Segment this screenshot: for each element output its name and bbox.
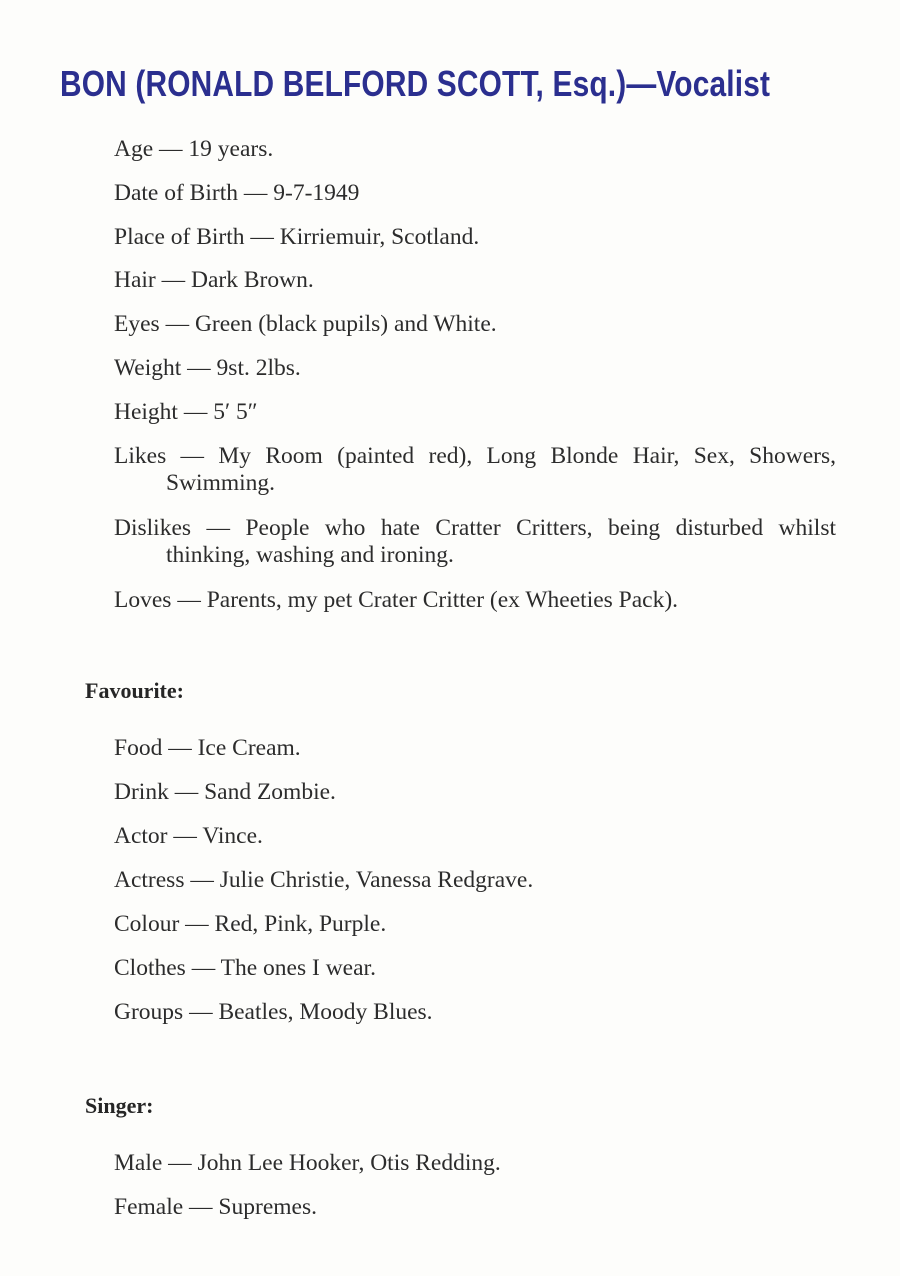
- dash-separator: —: [162, 1150, 198, 1176]
- dash-separator: —: [171, 587, 207, 613]
- detail-value: 5′ 5″: [213, 399, 258, 425]
- detail-eyes: [114, 311, 497, 338]
- detail-label: Hair: [114, 267, 156, 293]
- dash-separator: —: [238, 180, 274, 206]
- singer-value: John Lee Hooker, Otis Redding.: [197, 1150, 501, 1176]
- dash-separator: —: [168, 779, 205, 805]
- favourite-actor: [114, 823, 263, 850]
- favourite-value: Beatles, Moody Blues.: [218, 999, 433, 1025]
- favourite-label: Clothes: [114, 955, 186, 981]
- favourite-label: Colour: [114, 911, 180, 937]
- detail-value: People who hate Cratter Critters, being disturbed whilst thinking, washing and ironing.: [166, 515, 837, 568]
- detail-value: Dark Brown.: [191, 267, 314, 293]
- dash-separator: —: [162, 735, 198, 761]
- detail-label: Eyes: [114, 311, 160, 337]
- dash-separator: —: [183, 1194, 219, 1220]
- singer-value: Supremes.: [218, 1194, 317, 1220]
- favourite-drink: [114, 779, 336, 806]
- detail-value: Green (black pupils) and White.: [194, 311, 497, 337]
- singer-female: [114, 1194, 317, 1221]
- singer-label: Male: [114, 1150, 163, 1176]
- dash-separator: —: [177, 399, 214, 425]
- favourite-value: Julie Christie, Vanessa Redgrave.: [219, 867, 534, 893]
- favourite-label: Groups: [114, 999, 184, 1025]
- singer-label: Female: [114, 1194, 184, 1220]
- detail-loves: [114, 587, 678, 614]
- dash-separator: —: [181, 355, 217, 381]
- dash-separator: —: [153, 136, 189, 162]
- detail-weight: [114, 355, 301, 382]
- favourite-label: Actress: [114, 867, 185, 893]
- favourite-clothes: [114, 955, 376, 982]
- favourite-food: [114, 735, 301, 762]
- dash-separator: —: [167, 823, 203, 849]
- detail-value: Kirriemuir, Scotland.: [279, 224, 480, 250]
- detail-label: Dislikes: [114, 515, 192, 541]
- dash-separator: —: [185, 955, 221, 981]
- detail-label: Likes: [114, 443, 167, 469]
- detail-value: Parents, my pet Crater Critter (ex Wheeties Pack).: [206, 587, 679, 613]
- dash-separator: —: [191, 515, 246, 541]
- favourite-value: Vince.: [202, 823, 263, 849]
- detail-value: 19 years.: [188, 136, 274, 162]
- favourite-label: Actor: [114, 823, 168, 849]
- dash-separator: —: [179, 911, 215, 937]
- favourite-label: Drink: [114, 779, 169, 805]
- favourite-value: The ones I wear.: [220, 955, 376, 981]
- favourite-value: Sand Zombie.: [204, 779, 336, 805]
- detail-hair: [114, 267, 314, 294]
- dash-separator: —: [183, 999, 219, 1025]
- detail-label: Height: [114, 399, 178, 425]
- dash-separator: —: [244, 224, 280, 250]
- favourite-heading: Favourite:: [85, 678, 184, 703]
- detail-label: Weight: [114, 355, 182, 381]
- favourite-groups: [114, 999, 433, 1026]
- detail-value: My Room (painted red), Long Blonde Hair, Sex, Showers, Swimming.: [166, 443, 836, 496]
- detail-place-of-birth: [114, 224, 479, 251]
- singer-heading: Singer:: [85, 1093, 154, 1118]
- detail-likes: [114, 443, 836, 497]
- detail-value: 9st. 2lbs.: [216, 355, 301, 381]
- favourite-value: Red, Pink, Purple.: [214, 911, 387, 937]
- detail-dislikes: [114, 515, 836, 569]
- dash-separator: —: [166, 443, 219, 469]
- favourite-value: Ice Cream.: [197, 735, 301, 761]
- page-title: BON (RONALD BELFORD SCOTT, Esq.)—Vocalist: [60, 63, 771, 104]
- favourite-colour: [114, 911, 386, 938]
- detail-height: [114, 399, 258, 426]
- detail-label: Date of Birth: [114, 180, 238, 206]
- detail-label: Age: [114, 136, 154, 162]
- detail-label: Place of Birth: [114, 224, 245, 250]
- detail-age: [114, 136, 273, 163]
- favourite-actress: [114, 867, 533, 894]
- detail-value: 9-7-1949: [273, 180, 360, 206]
- singer-male: [114, 1150, 501, 1177]
- dash-separator: —: [184, 867, 220, 893]
- favourite-label: Food: [114, 735, 163, 761]
- dash-separator: —: [159, 311, 195, 337]
- detail-label: Loves: [114, 587, 172, 613]
- detail-date-of-birth: [114, 180, 359, 207]
- dash-separator: —: [155, 267, 192, 293]
